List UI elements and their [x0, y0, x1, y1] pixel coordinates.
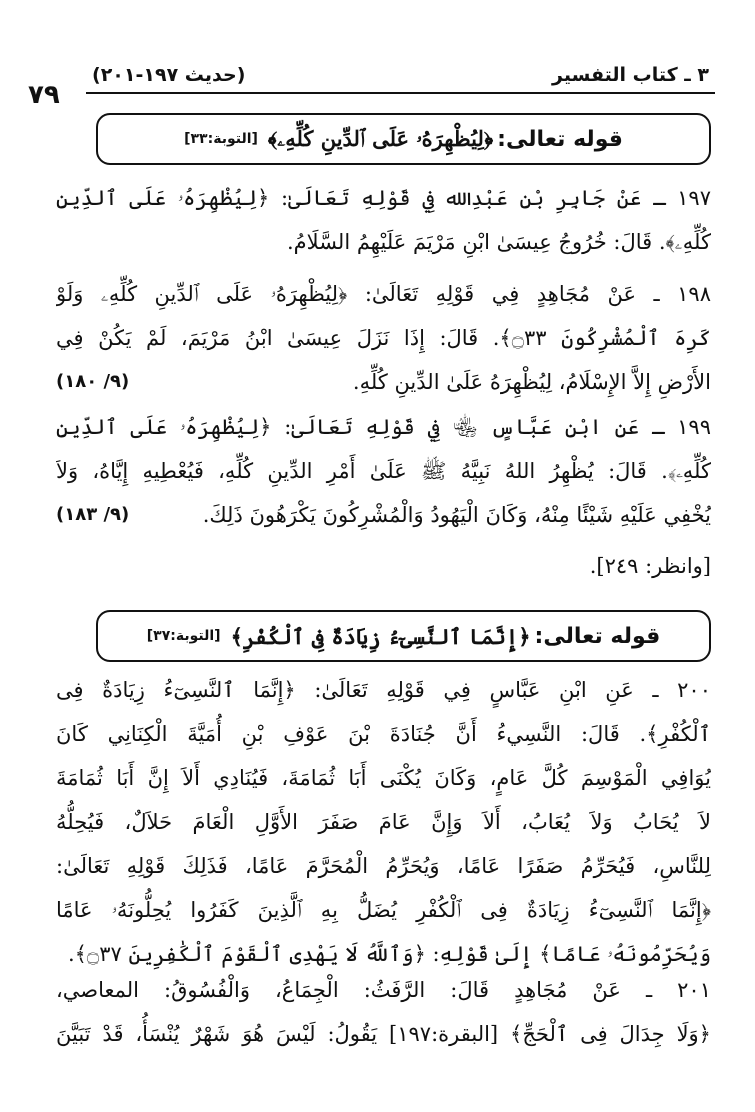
cross-reference-note: [وانظر: ٢٤٩]. [589, 554, 711, 578]
hadith-line: كُلِّهِۦ﴾. قَالَ: خُرُوجُ عِيسَىٰ ابْنِ مَرْيَمَ عَلَيْهِمُ السَّلَامُ. [286, 230, 711, 254]
hadith-line: ٱلْكُفْرِ﴾. قَالَ: النَّسِيءُ أَنَّ جُنَادَةَ بْنَ عَوْفِ بْنِ أُمَيَّةَ الْكِنَانِي كَانَ [56, 722, 711, 746]
hadith-201 [56, 968, 711, 1056]
heading-label: قوله تعالى: [497, 126, 623, 152]
hadith-197 [56, 176, 711, 264]
volume-page-ref: (٩/ ١٨٠) [56, 371, 130, 392]
section-heading-tawbah-37 [96, 610, 711, 662]
heading-verse: ﴿لِيُظْهِرَهُۥ عَلَى ٱلدِّينِ كُلِّهِۦ﴾ [267, 126, 494, 151]
hadith-line-with-ref [56, 493, 711, 537]
chapter-title: ٣ ـ كتاب التفسير [552, 64, 709, 86]
hadith-line: لِلنَّاسِ، فَيُحَرِّمُ صَفَرًا عَامًا، وَيُحَرِّمُ الْمُحَرَّمَ عَامًا، فَذَلِكَ قَوْلِهِ تَعَالَىٰ: [56, 854, 711, 878]
heading-label: قوله تعالى: [534, 623, 661, 649]
volume-page-ref: (٩/ ١٨٣) [56, 504, 130, 525]
hadith-line-with-ref [56, 360, 711, 404]
hadith-line: كُلِّهِۦ﴾. قَالَ: يُظْهِرُ اللهُ نَبِيَّهُ ﷺ عَلَىٰ أَمْرِ الدِّينِ كُلِّهِ، فَيُعْطِيهِ إِيَّاهُ، وَلاَ [56, 459, 711, 483]
running-head [86, 62, 715, 94]
hadith-line: لاَ يُحَابُ وَلاَ يُعَابُ، أَلاَ وَإِنَّ عَامَ صَفَرَ الأَوَّلِ الْعَامَ حَلاَلٌ، فَيُحِلُّهُ [56, 810, 711, 834]
hadith-line: وَيُحَرِّمُونَهُۥ عَامًا﴾ إِلَىٰ قَوْلِهِ: ﴿وَٱللَّهُ لَا يَهْدِى ٱلْقَوْمَ ٱلْكَٰفِرِينَ ۝٣٧﴾. [67, 942, 711, 966]
heading-reference: [التوبة:٣٣] [184, 131, 258, 147]
hadith-line: كَرِهَ ٱلْمُشْرِكُونَ ۝٣٣﴾. قَالَ: إِذَا نَزَلَ عِيسَىٰ ابْنُ مَرْيَمَ، لَمْ يَكُنْ فِي [56, 326, 711, 350]
hadith-line-text: يُخْفِي عَلَيْهِ شَيْئًا مِنْهُ، وَكَانَ الْيَهُودُ وَالْمُشْرِكُونَ يَكْرَهُونَ ذَلِكَ. [202, 503, 711, 527]
hadith-line: يُوَافِي الْمَوْسِمَ كُلَّ عَامٍ، وَكَانَ يُكْنَى أَبَا ثُمَامَةَ، فَيُنَادِي أَلاَ إِنَّ أَبَا ثُمَامَةَ [56, 766, 711, 790]
hadith-line: ﴿وَلَا جِدَالَ فِى ٱلْحَجِّ﴾ [البقرة:١٩٧] يَقُولُ: لَيْسَ هُوَ شَهْرٌ يُنْسَأُ، قَدْ تَبَيَّنَ [56, 1022, 711, 1046]
hadith-line-text: الأَرْضِ إِلاَّ الإِسْلَامُ، لِيُظْهِرَهُ عَلَىٰ الدِّينِ كُلِّهِ. [352, 370, 711, 394]
hadith-line: ١٩٩ ـ عَنِ ابْنِ عَبَّاسٍ ﵄ فِي قَوْلِهِ تَعَالَىٰ: ﴿لِيُظْهِرَهُۥ عَلَى ٱلدِّينِ [56, 415, 711, 439]
hadith-line: ١٩٧ ـ عَنْ جَابِرِ بْنِ عَبْدِالله فِي قَوْلِهِ تَعَالَىٰ: ﴿لِيُظْهِرَهُۥ عَلَى ٱلدِّينِ [56, 186, 711, 210]
hadith-198 [56, 272, 711, 404]
hadith-200 [56, 668, 711, 976]
section-heading-tawbah-33 [96, 113, 711, 165]
hadith-line: ٢٠٠ ـ عَنِ ابْنِ عَبَّاسٍ فِي قَوْلِهِ تَعَالَىٰ: ﴿إِنَّمَا ٱلنَّسِىٓءُ زِيَادَةٌ فِى [56, 678, 711, 702]
heading-reference: [التوبة:٣٧] [146, 628, 221, 644]
hadith-line: ٢٠١ ـ عَنْ مُجَاهِدٍ قَالَ: الرَّفَثُ: الْجِمَاعُ، وَالْفُسُوقُ: المعاصي، [56, 978, 711, 1002]
heading-verse: ﴿إِنَّمَا ٱلنَّسِىٓءُ زِيَادَةٌ فِى ٱلْكُفْرِ﴾ [230, 623, 531, 649]
page-number: ٧٩ [28, 80, 60, 110]
hadith-line: ١٩٨ ـ عَنْ مُجَاهِدٍ فِي قَوْلِهِ تَعَالَىٰ: ﴿لِيُظْهِرَهُۥ عَلَى ٱلدِّينِ كُلِّهِۦ وَلَوْ [56, 282, 711, 306]
hadith-199 [56, 405, 711, 537]
hadith-range: (حديث ١٩٧-٢٠١) [92, 64, 246, 86]
hadith-line: ﴿إِنَّمَا ٱلنَّسِىٓءُ زِيَادَةٌ فِى ٱلْكُفْرِ يُضَلُّ بِهِ ٱلَّذِينَ كَفَرُوا يُحِلُّونَهُۥ عَامًا [56, 898, 711, 922]
